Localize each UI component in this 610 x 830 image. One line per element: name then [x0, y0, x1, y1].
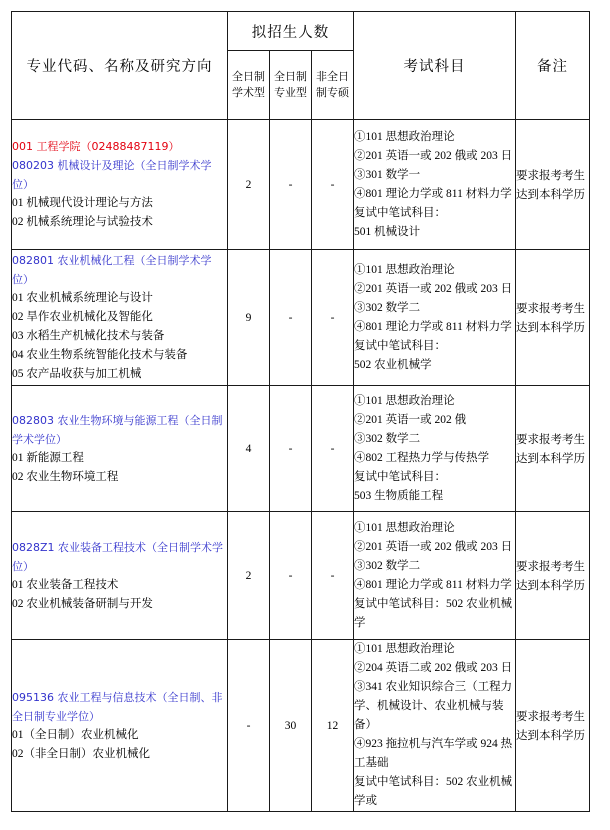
header-enrollment-group: 拟招生人数: [228, 12, 354, 51]
table-body: [12, 120, 590, 812]
count-full-time-professional: -: [270, 120, 312, 250]
header-remarks: 备注: [516, 12, 590, 120]
research-direction: 01 新能源工程: [12, 451, 84, 464]
header-major-column: 专业代码、名称及研究方向: [12, 12, 228, 120]
research-direction: 02 机械系统理论与试验技术: [12, 216, 153, 228]
exam-subject-line: ②201 英语一或 202 俄或 203 日: [354, 540, 513, 553]
exam-subject-line: 复试中笔试科目：: [354, 339, 447, 352]
research-direction: 02 旱作农业机械化及智能化: [12, 311, 153, 323]
remarks-cell: 要求报考考生达到本科学历: [516, 120, 590, 250]
exam-subject-line: ②204 英语二或 202 俄或 203 日: [354, 662, 513, 674]
exam-subject-line: 503 生物质能工程: [354, 489, 444, 502]
exam-subject-line: ③301 数学一: [354, 168, 421, 181]
count-full-time-professional: 30: [270, 640, 312, 812]
research-direction: 02 农业机械装备研制与开发: [12, 597, 153, 610]
major-cell: [12, 640, 228, 812]
count-full-time-academic: 9: [228, 250, 270, 386]
count-full-time-academic: 2: [228, 120, 270, 250]
program-title: 082801 农业机械化工程（全日制学术学位）: [12, 254, 212, 286]
exam-subject-line: ①101 思想政治理论: [354, 394, 455, 407]
exam-subject-line: ④801 理论力学或 811 材料力学: [354, 320, 512, 333]
count-part-time-professional: -: [312, 120, 354, 250]
research-direction: 01（全日制）农业机械化: [12, 728, 139, 741]
count-full-time-academic: -: [228, 640, 270, 812]
table-header: [12, 12, 590, 120]
count-part-time-professional: -: [312, 250, 354, 386]
exam-subject-line: ④923 拖拉机与汽车学或 924 热工基础: [354, 738, 513, 769]
research-direction: 01 机械现代设计理论与方法: [12, 197, 153, 209]
count-full-time-professional: -: [270, 250, 312, 386]
exam-subjects-cell: [354, 386, 516, 512]
count-full-time-professional: -: [270, 512, 312, 640]
header-exam-subjects: 考试科目: [354, 12, 516, 120]
exam-subject-line: ③302 数学二: [354, 559, 421, 572]
exam-subject-line: ④802 工程热力学与传热学: [354, 451, 490, 464]
table-row: [12, 386, 590, 512]
header-part-time-professional: 非全日制专硕: [312, 51, 354, 120]
research-direction: 04 农业生物系统智能化技术与装备: [12, 349, 188, 361]
exam-subject-line: 复试中笔试科目：: [354, 470, 447, 483]
header-full-time-professional: 全日制专业型: [270, 51, 312, 120]
header-row-1: [12, 12, 590, 51]
research-direction: 01 农业机械系统理论与设计: [12, 292, 153, 304]
exam-subjects-cell: [354, 250, 516, 386]
exam-subject-line: ①101 思想政治理论: [354, 643, 455, 655]
program-title: 080203 机械设计及理论（全日制学术学位）: [12, 159, 212, 191]
exam-subject-line: ③302 数学二: [354, 432, 421, 445]
count-part-time-professional: -: [312, 512, 354, 640]
exam-subject-line: 501 机械设计: [354, 225, 421, 238]
exam-subject-line: ③302 数学二: [354, 301, 421, 314]
table-row: [12, 250, 590, 386]
count-part-time-professional: -: [312, 386, 354, 512]
count-full-time-professional: -: [270, 386, 312, 512]
major-cell: [12, 386, 228, 512]
exam-subject-line: ①101 思想政治理论: [354, 263, 455, 276]
table-row: [12, 512, 590, 640]
table-row: [12, 120, 590, 250]
exam-subject-line: ③341 农业知识综合三（工程力学、机械设计、农业机械与装备）: [354, 681, 513, 731]
count-full-time-academic: 2: [228, 512, 270, 640]
exam-subject-line: ②201 英语一或 202 俄或 203 日: [354, 149, 513, 162]
exam-subjects-cell: [354, 512, 516, 640]
exam-subject-line: 502 农业机械学: [354, 358, 432, 371]
research-direction: 02（非全日制）农业机械化: [12, 747, 150, 760]
major-cell: [12, 250, 228, 386]
exam-subject-line: ④801 理论力学或 811 材料力学: [354, 187, 512, 200]
exam-subject-line: 复试中笔试科目：502 农业机械学: [354, 597, 513, 629]
header-full-time-academic: 全日制学术型: [228, 51, 270, 120]
program-title: 095136 农业工程与信息技术（全日制、非全日制专业学位）: [12, 690, 223, 723]
major-cell: [12, 120, 228, 250]
exam-subject-line: ①101 思想政治理论: [354, 130, 455, 143]
research-direction: 03 水稻生产机械化技术与装备: [12, 330, 165, 342]
count-full-time-academic: 4: [228, 386, 270, 512]
exam-subject-line: ②201 英语一或 202 俄或 203 日: [354, 282, 513, 295]
program-title: 082803 农业生物环境与能源工程（全日制学术学位）: [12, 413, 223, 446]
department-heading: 001 工程学院（02488487119）: [12, 140, 180, 153]
exam-subject-line: ④801 理论力学或 811 材料力学: [354, 578, 512, 591]
count-part-time-professional: 12: [312, 640, 354, 812]
remarks-cell: 要求报考考生达到本科学历: [516, 640, 590, 812]
program-title: 0828Z1 农业装备工程技术（全日制学术学位）: [12, 540, 224, 573]
exam-subject-line: 复试中笔试科目：: [354, 206, 447, 219]
remarks-cell: 要求报考考生达到本科学历: [516, 512, 590, 640]
major-cell: [12, 512, 228, 640]
exam-subjects-cell: [354, 120, 516, 250]
admissions-table: [11, 11, 590, 812]
research-direction: 02 农业生物环境工程: [12, 470, 119, 483]
exam-subject-line: ①101 思想政治理论: [354, 521, 455, 534]
exam-subject-line: ②201 英语一或 202 俄: [354, 413, 467, 426]
research-direction: 05 农产品收获与加工机械: [12, 368, 142, 380]
research-direction: 01 农业装备工程技术: [12, 578, 119, 591]
exam-subjects-cell: [354, 640, 516, 812]
remarks-cell: 要求报考考生达到本科学历: [516, 386, 590, 512]
exam-subject-line: 复试中笔试科目：502 农业机械学或: [354, 776, 513, 807]
table-row: [12, 640, 590, 812]
remarks-cell: 要求报考考生达到本科学历: [516, 250, 590, 386]
